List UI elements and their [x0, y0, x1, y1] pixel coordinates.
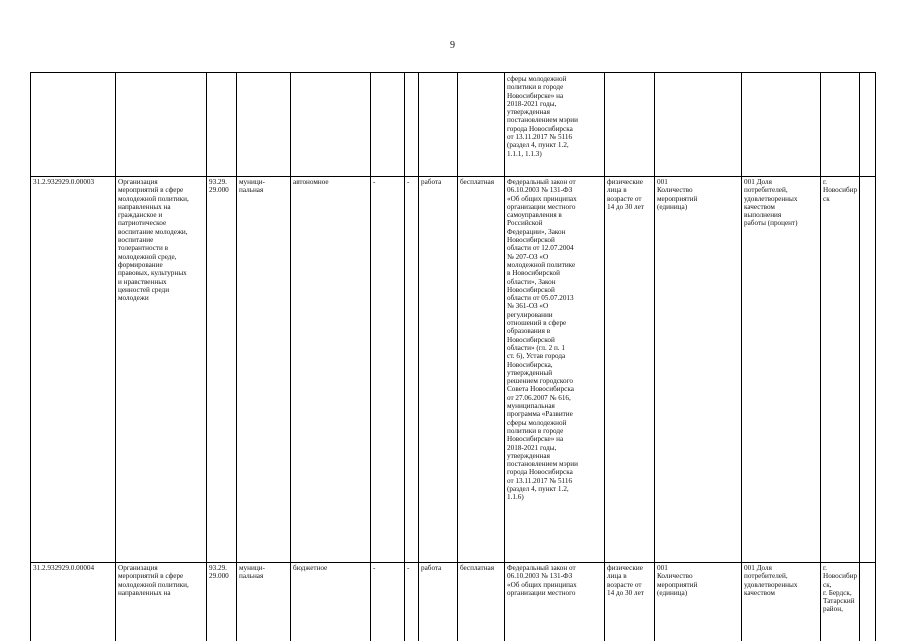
cell-place: г. Новосибирск [823, 178, 858, 203]
cell-c7 [405, 73, 419, 176]
cell-consumers [605, 73, 655, 176]
cell-type: бюджетное [293, 564, 328, 572]
cell-okved: 93.29. 29.000 [209, 564, 229, 581]
cell-c6: - [373, 178, 376, 186]
cell-pay: бесплатная [460, 178, 495, 186]
cell-law: Федеральный закон от 06.10.2003 № 131-ФЗ «Об общих принципах организации местного [507, 564, 577, 597]
cell-c7: - [407, 178, 410, 186]
cell-owner [237, 73, 291, 176]
cell-c6: - [373, 564, 376, 572]
cell-c6 [371, 73, 405, 176]
cell-consumers: физические лица в возрасте от 14 до 30 лет [607, 178, 644, 211]
cell-owner: муници- пальная [239, 564, 265, 581]
cell-name: Организация мероприятий в сфере молодежной политики, направленных на гражданское и патриотическое воспитание молодежи, воспитание толерантности в молодежной среде, формирование правовых, культурных и нравственных ценностей среди молодежи [118, 178, 189, 303]
cell-kind [419, 73, 458, 176]
services-table [30, 72, 876, 641]
cell-law: сферы молодежной политики в городе Новосибирске» на 2018-2021 годы, утвержденная постановлением мэрии города Новосибирска от 13.11.2017 № 5116 (раздел 4, пункт 1.2, 1.1.1, 1.1.3) [507, 75, 578, 158]
cell-law: Федеральный закон от 06.10.2003 № 131-ФЗ «Об общих принципах организации местного самоуправления в Российской Федерации», Закон Новосибирской области от 12.07.2004 № 207-ОЗ «О молодежной политике в Новосибирской области», Закон Новосибирской области от 05.07.2013 № 361-ОЗ «О регулировании отношений в сфере образования в Новосибирской области» (гл. 2 п. 1 ст. 6), Устав города Новосибирска, утвержденный решением городского Совета Новосибирска от 27.06.2007 № 616, муниципальная программа «Развитие сферы молодежной политики в городе Новосибирске» на 2018-2021 годы, утвержденная постановлением мэрии города Новосибирска от 13.11.2017 № 5116 (раздел 4, пункт 1.2, 1.1.6) [507, 178, 578, 502]
cell-pay [458, 73, 505, 176]
cell-c7: - [407, 564, 410, 572]
cell-indicator: 001 Количество мероприятий (единица) [657, 564, 698, 597]
page-number: 9 [450, 40, 455, 51]
cell-place: г. Новосибирск, г. Бердск, Татарский район, [823, 564, 858, 614]
cell-okved: 93.29. 29.000 [209, 178, 229, 195]
cell-place [821, 73, 860, 176]
cell-pay: бесплатная [460, 564, 495, 572]
cell-type: автономное [293, 178, 329, 186]
cell-type [291, 73, 371, 176]
cell-kind: работа [421, 178, 442, 186]
cell-quality [742, 73, 821, 176]
cell-kind: работа [421, 564, 442, 572]
cell-name [116, 73, 207, 176]
cell-consumers: физические лица в возрасте от 14 до 30 лет [607, 564, 644, 597]
cell-quality: 001 Доля потребителей, удовлетворенных качеством [744, 564, 798, 597]
column-divider [875, 73, 876, 641]
cell-name: Организация мероприятий в сфере молодежной политики, направленных на [118, 564, 189, 597]
cell-quality: 001 Доля потребителей, удовлетворенных качеством выполнения работы (процент) [744, 178, 798, 228]
cell-code: 31.2.932929.0.00003 [33, 178, 95, 186]
cell-indicator: 001 Количество мероприятий (единица) [657, 178, 698, 211]
cell-code [31, 73, 116, 176]
cell-code: 31.2.932929.0.00004 [33, 564, 95, 572]
cell-okved [207, 73, 237, 176]
cell-indicator [655, 73, 742, 176]
cell-owner: муници- пальная [239, 178, 265, 195]
